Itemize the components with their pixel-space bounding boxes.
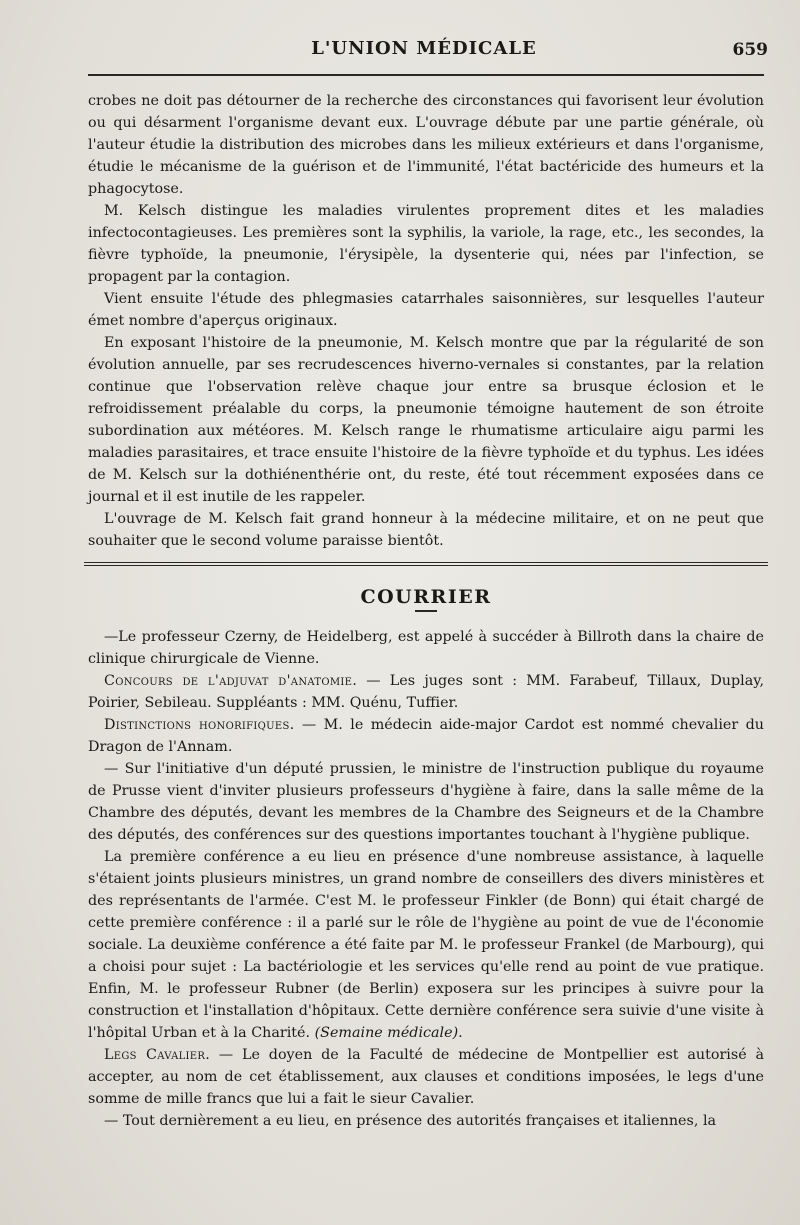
running-title: L'UNION MÉDICALE: [311, 38, 537, 59]
header-rule: [88, 74, 764, 76]
news-item: [88, 626, 764, 670]
news-item: [88, 758, 764, 846]
news-item: [88, 1044, 764, 1110]
news-item-text: — Sur l'initiative d'un député prussien, le ministre de l'instruction publique du royaume de Prusse vient d'inviter plusieurs professeurs d'hygiène à faire, dans la salle même de la Chambre des députés, devant les membres de la Chambre des Seigneurs et de la Chambre des députés, des conférences sur des questions importantes touchant à l'hygiène publique.: [88, 761, 764, 843]
article-paragraph: En exposant l'histoire de la pneumonie, M. Kelsch montre que par la régularité de son évolution annuelle, par ses recrudescences hiverno-vernales si constantes, par la relation continue que l'observation relève chaque jour entre sa brusque éclosion et le refroidissement préalable du corps, la pneumonie témoigne hautement de son étroite subordination aux météores. M. Kelsch range le rhumatisme articulaire aigu parmi les maladies parasitaires, et trace ensuite l'histoire de la fièvre typhoïde et du typhus. Les idées de M. Kelsch sur la dothiénenthérie ont, du reste, été tout récemment exposées dans ce journal et il est inutile de les rappeler.: [88, 335, 764, 505]
news-item-text: —Le professeur Czerny, de Heidelberg, est appelé à succéder à Billroth dans la chaire de clinique chirurgicale de Vienne.: [88, 629, 764, 667]
news-item-text: — Le doyen de la Faculté de médecine de Montpellier est autorisé à accepter, au nom de cet établissement, aux clauses et conditions imposées, le legs d'une somme de mille francs que lui a fait le sieur Cavalier.: [88, 1047, 765, 1107]
news-item-source: (Semaine médicale): [314, 1025, 459, 1041]
news-item: [88, 714, 764, 758]
news-item: [88, 846, 764, 1044]
news-item-lead: Legs Cavalier.: [104, 1047, 211, 1063]
news-item-text: — M. le médecin aide-major Cardot est nommé chevalier du Dragon de l'Annam.: [88, 717, 765, 755]
article-paragraph: L'ouvrage de M. Kelsch fait grand honneur à la médecine militaire, et on ne peut que souhaiter que le second volume paraisse bientôt.: [88, 511, 764, 549]
news-item-text: — Les juges sont : MM. Farabeuf, Tillaux, Duplay, Poirier, Sebileau. Suppléants : MM. Quénu, Tuffier.: [88, 673, 764, 711]
news-item-tail: .: [458, 1025, 463, 1041]
news-item: [88, 1110, 764, 1132]
news-item-text: — Tout dernièrement a eu lieu, en présence des autorités françaises et italiennes, la: [104, 1113, 717, 1129]
section-divider: [84, 562, 768, 566]
news-item: [88, 670, 764, 714]
page-number: 659: [732, 40, 768, 60]
news-item-text: La première conférence a eu lieu en présence d'une nombreuse assistance, à laquelle s'étaient joints plusieurs ministres, un grand nombre de conseillers des divers ministères et des représentants de l'armée. C'est M. le professeur Finkler (de Bonn) qui était chargé de cette première conférence : il a parlé sur le rôle de l'hygiène au point de vue de l'économie sociale. La deuxième conférence a été faite par M. le professeur Frankel (de Marbourg), qui a choisi pour sujet : La bactériologie et les services qu'elle rend au point de vue pratique. Enfin, M. le professeur Rubner (de Berlin) exposera sur les principes à suivre pour la construction et l'installation d'hôpitaux. Cette dernière conférence sera suivie d'une visite à l'hôpital Urban et à la Charité.: [88, 849, 764, 1041]
title-dash: [415, 610, 437, 612]
section-title: COURRIER: [360, 586, 492, 608]
article-paragraph: crobes ne doit pas détourner de la recherche des circonstances qui favorisent leur évolution ou qui désarment l'organisme devant eux. L'ouvrage débute par une partie générale, où l'auteur étudie la distribution des microbes dans les milieux extérieurs et dans l'organisme, étudie le mécanisme de la guérison et de l'immunité, l'état bactéricide des humeurs et la phagocytose.: [88, 93, 764, 197]
page-body: [88, 90, 764, 1132]
news-item-lead: Distinctions honorifiques.: [104, 717, 295, 733]
article-paragraph: Vient ensuite l'étude des phlegmasies catarrhales saisonnières, sur lesquelles l'auteur émet nombre d'aperçus originaux.: [88, 291, 764, 329]
news-item-lead: Concours de l'adjuvat d'anatomie.: [104, 673, 358, 689]
article-paragraph: M. Kelsch distingue les maladies virulentes proprement dites et les maladies infectocontagieuses. Les premières sont la syphilis, la variole, la rage, etc., les secondes, la fièvre typhoïde, la pneumonie, l'érysipèle, la dysenterie qui, nées par l'infection, se propagent par la contagion.: [88, 203, 764, 285]
page-header: [80, 34, 768, 64]
